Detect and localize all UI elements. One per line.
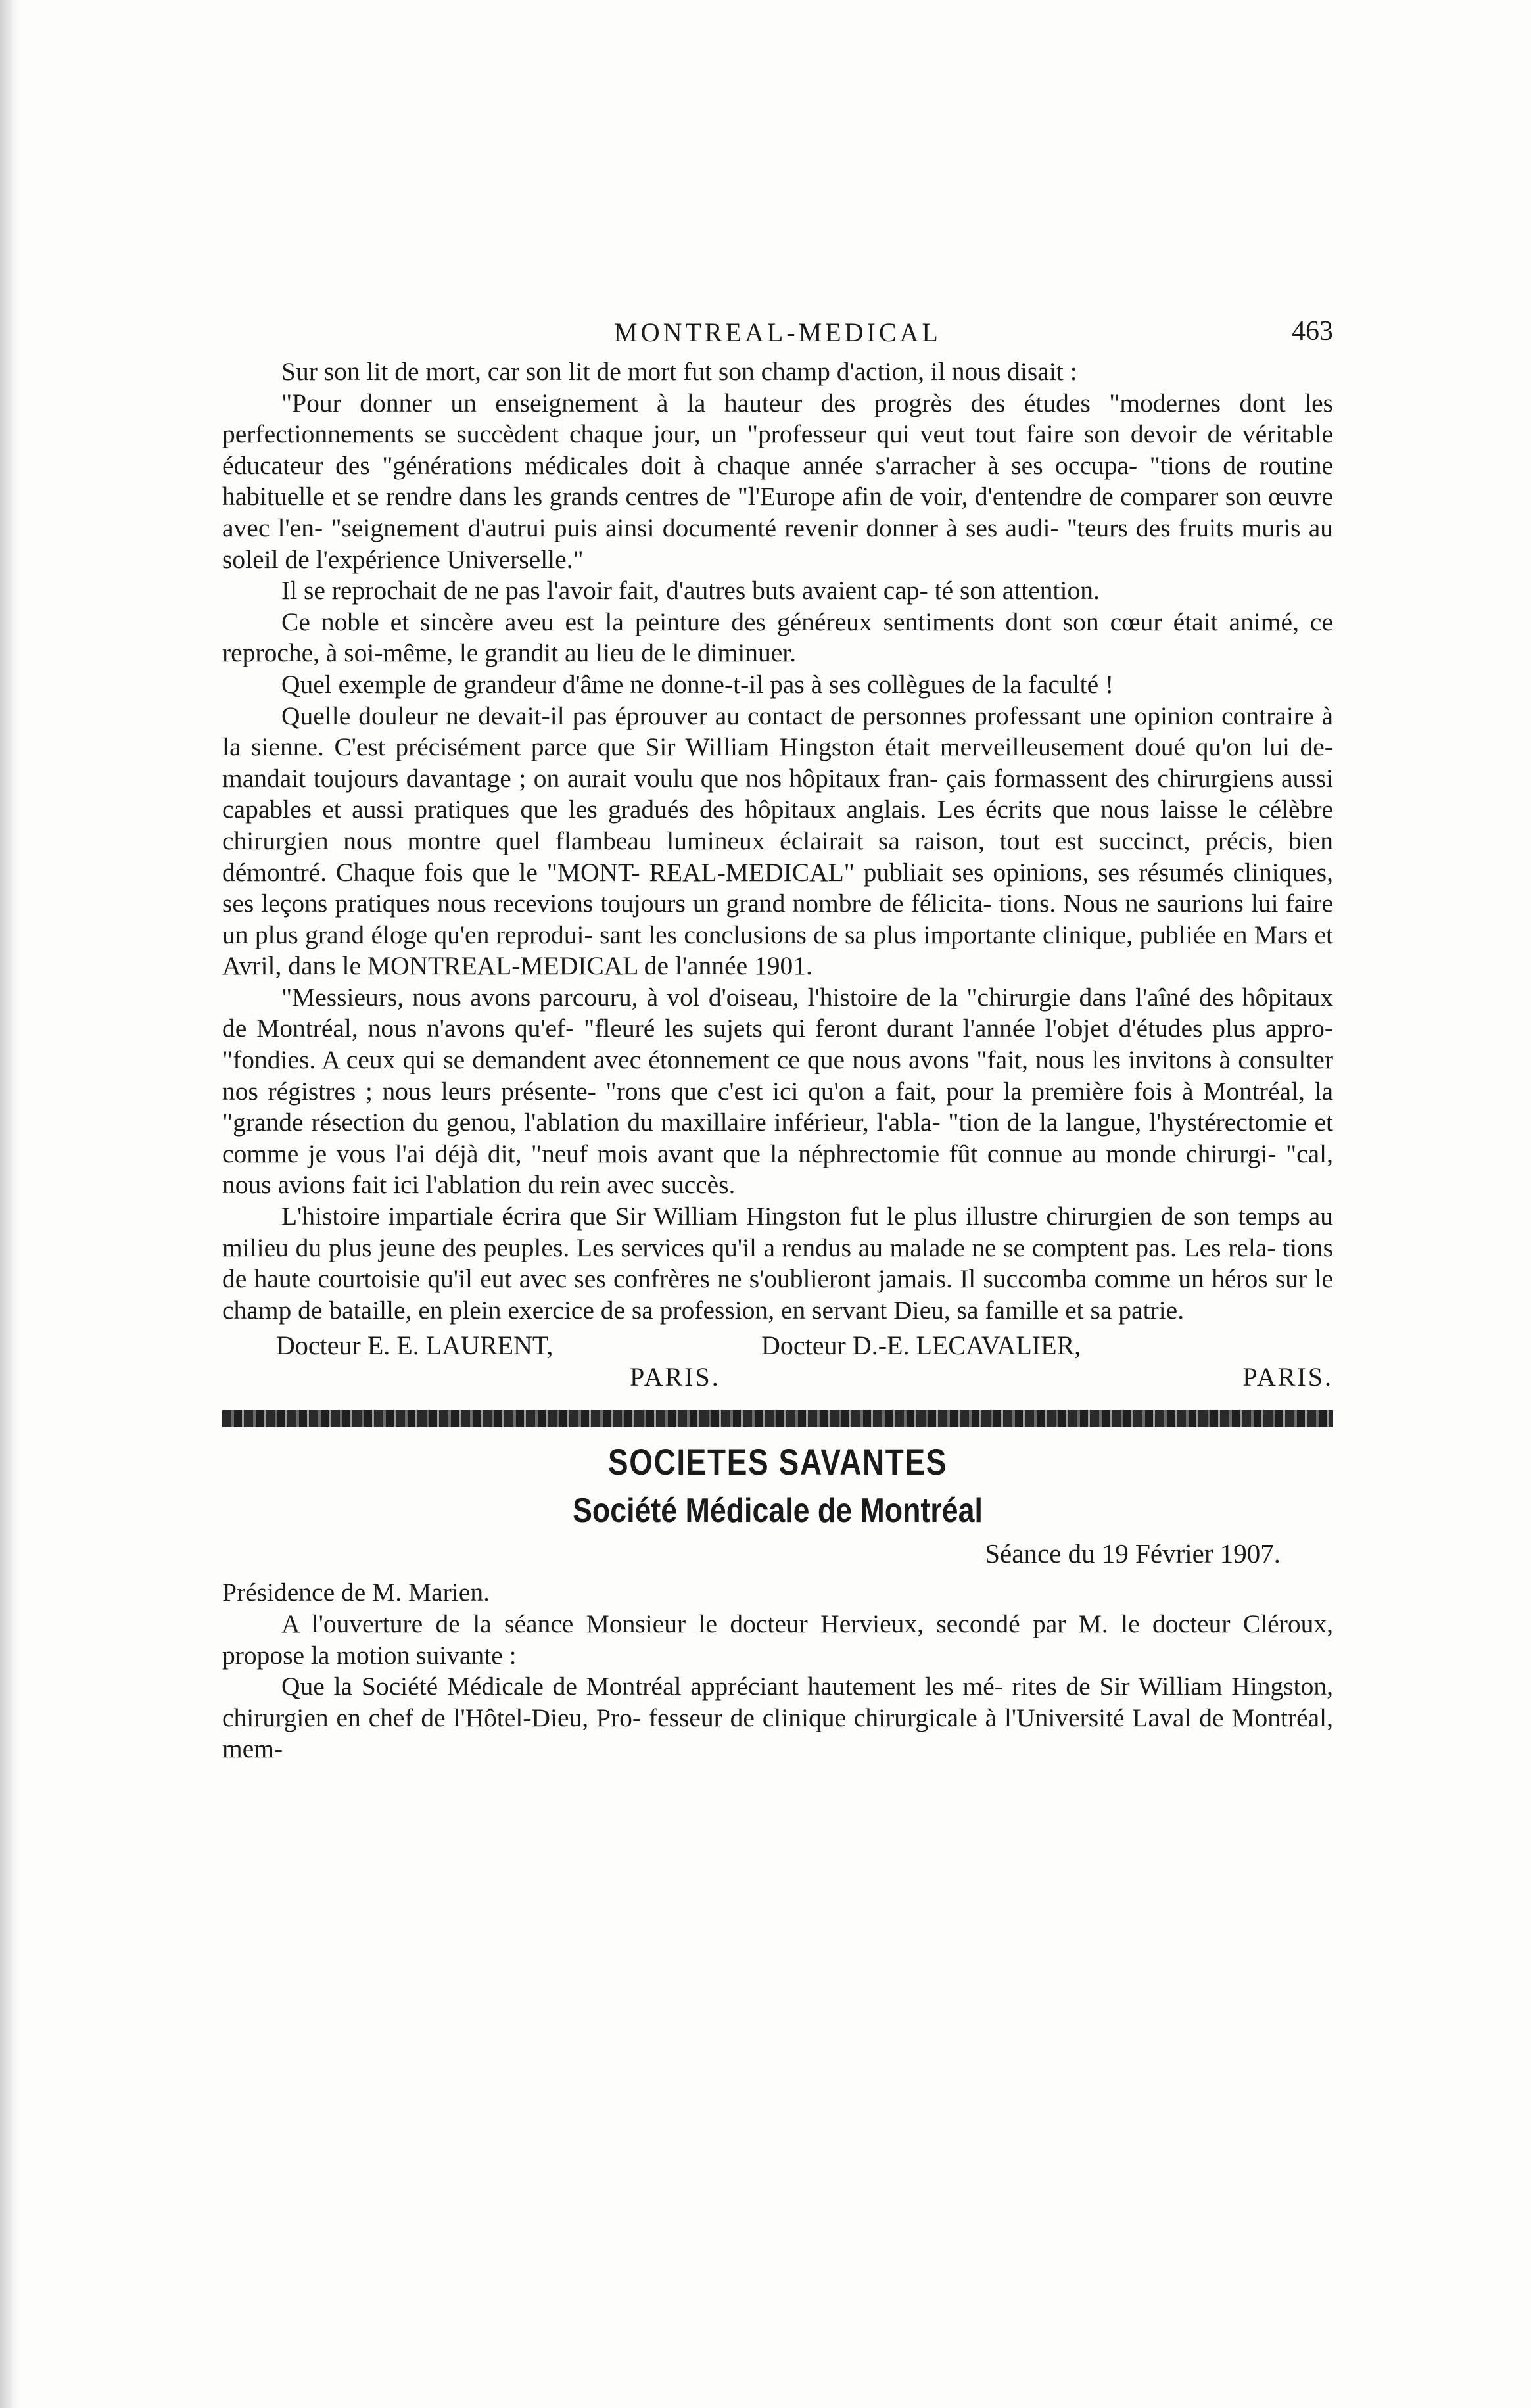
quote-paragraph: "Messieurs, nous avons parcouru, à vol d'oiseau, l'histoire de la "chirurgie dans l'aîné des hôpitaux de Montréal, nous n'avons qu'ef- "fleuré les sujets qui feront durant l'année l'objet d'études plus appro- "fondies. A ceux qui se demandent avec étonnement ce que nous avons "fait, nous les invitons à consulter nos régistres ; nous leurs présente- "rons que c'est ici qu'on a fait, pour la première fois à Montréal, la "grande résection du genou, l'ablation du maxillaire inférieur, l'abla- "tion de la langue, l'hystérectomie et comme je vous l'ai déjà dit, "neuf mois avant que la néphrectomie fût connue au monde chirurgi- "cal, nous avions fait ici l'ablation du rein avec succès. bbox=[222, 982, 1333, 1200]
page-binding-edge bbox=[0, 0, 20, 2408]
signature-block bbox=[222, 1330, 1333, 1396]
running-title: MONTREAL-MEDICAL bbox=[614, 318, 941, 347]
paragraph: Quelle douleur ne devait-il pas éprouver au contact de personnes professant une opinion contraire à la sienne. C'est précisément parce que Sir William Hingston était merveilleusement doué qu'on lui de- mandait toujours davantage ; on aurait voulu que nos hôpitaux fran- çais formassent des chirurgiens aussi capables et aussi pratiques que les gradués des hôpitaux anglais. Les écrits que nous laisse le célèbre chirurgien nous montre quel flambeau lumineux éclairait sa raison, tout est succinct, précis, bien démontré. Chaque fois que le "MONT- REAL-MEDICAL" publiait ses opinions, ses résumés cliniques, ses leçons pratiques nous recevions toujours un grand nombre de félicita- tions. Nous ne saurions lui faire un plus grand éloge qu'en reprodui- sant les conclusions de sa plus importante clinique, publiée en Mars et Avril, dans le MONTREAL-MEDICAL de l'année 1901. bbox=[222, 701, 1333, 981]
session-date: Séance du 19 Février 1907. bbox=[985, 1538, 1281, 1569]
paragraph: Ce noble et sincère aveu est la peinture des généreux sentiments dont son cœur était animé, ce reproche, à soi-même, le grandit au lieu de le diminuer. bbox=[222, 607, 1333, 668]
journal-page bbox=[222, 310, 1333, 1765]
presidency-line: Présidence de M. Marien. bbox=[222, 1578, 490, 1607]
paragraph: L'histoire impartiale écrira que Sir William Hingston fut le plus illustre chirurgien de son temps au milieu du plus jeune des peuples. Les services qu'il a rendus au malade ne se comptent pas. Les rela- tions de haute courtoisie qu'il eut avec ses confrères ne s'oublieront jamais. Il succomba comme un héros sur le champ de bataille, en plein exercice de sa profession, en servant Dieu, sa famille et sa patrie. bbox=[222, 1202, 1333, 1325]
signature-laurent: Docteur E. E. LAURENT, bbox=[276, 1331, 554, 1361]
minutes-body bbox=[222, 1577, 1333, 1765]
article-body bbox=[222, 356, 1333, 1326]
running-header bbox=[222, 310, 1333, 356]
motion-paragraph: Que la Société Médicale de Montréal appréciant hautement les mé- rites de Sir William Hingston, chirurgien en chef de l'Hôtel-Dieu, Pro- fesseur de clinique chirurgicale à l'Université Laval de Montréal, mem- bbox=[222, 1672, 1333, 1764]
paragraph: A l'ouverture de la séance Monsieur le docteur Hervieux, secondé par M. le docteur Cléroux, propose la motion suivante : bbox=[222, 1609, 1333, 1670]
signature-laurent-place: PARIS. bbox=[630, 1362, 720, 1392]
page-number: 463 bbox=[1292, 316, 1333, 346]
society-title: Société Médicale de Montréal bbox=[573, 1492, 983, 1530]
section-title: SOCIETES SAVANTES bbox=[607, 1441, 948, 1483]
signature-lecavalier-place: PARIS. bbox=[1242, 1362, 1333, 1392]
section-divider bbox=[222, 1410, 1333, 1427]
paragraph: Il se reprochait de ne pas l'avoir fait, d'autres buts avaient cap- té son attention. bbox=[281, 576, 1100, 605]
paragraph: Sur son lit de mort, car son lit de mort fut son champ d'action, il nous disait : bbox=[281, 357, 1077, 386]
quote-paragraph: "Pour donner un enseignement à la hauteur des progrès des études "modernes dont les perfectionnements se succèdent chaque jour, un "professeur qui veut tout faire son devoir de véritable éducateur des "générations médicales doit à chaque année s'arracher à ses occupa- "tions de routine habituelle et se rendre dans les grands centres de "l'Europe afin de voir, d'entendre de comparer son œuvre avec l'en- "seignement d'autrui puis ainsi documenté revenir donner à ses audi- "teurs des fruits muris au soleil de l'expérience Universelle." bbox=[222, 388, 1333, 574]
paragraph: Quel exemple de grandeur d'âme ne donne-t-il pas à ses collègues de la faculté ! bbox=[281, 669, 1114, 699]
signature-lecavalier: Docteur D.-E. LECAVALIER, bbox=[761, 1331, 1081, 1361]
